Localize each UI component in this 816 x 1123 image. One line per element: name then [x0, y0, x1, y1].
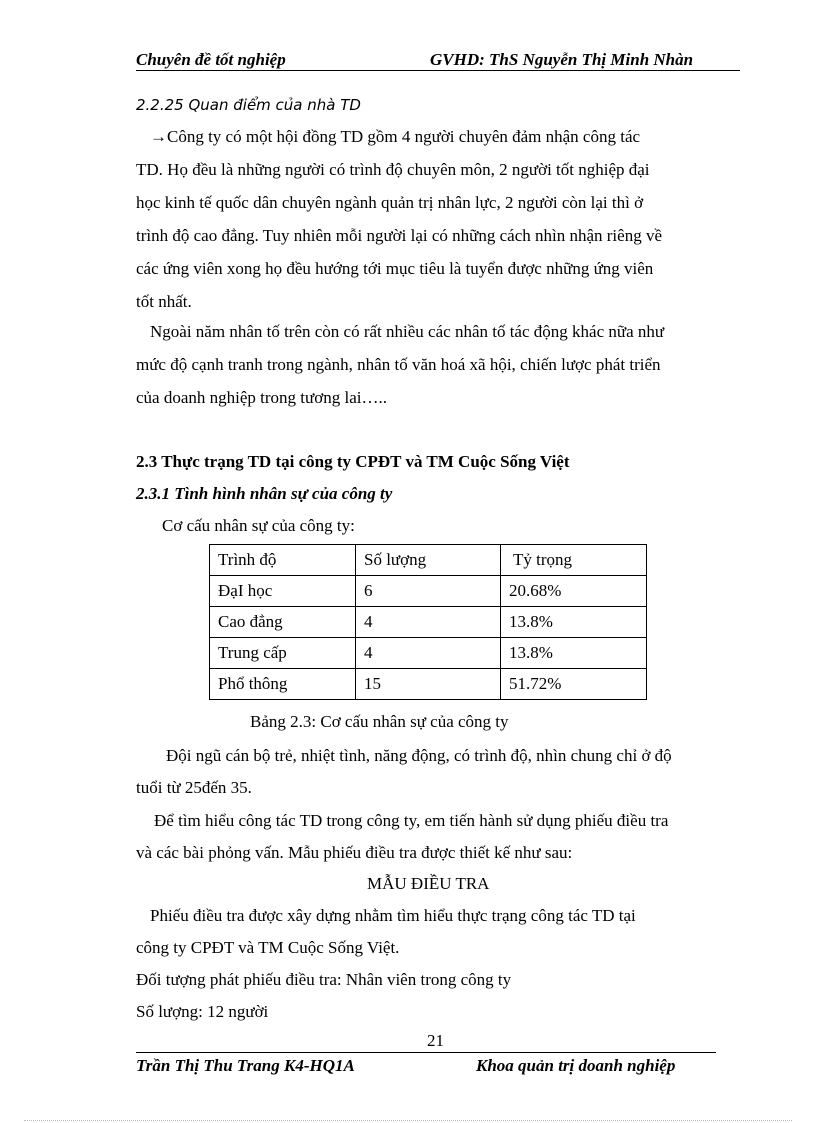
para1-line-1: →Công ty có một hội đồng TD gồm 4 người chuyên đảm nhận công tác: [150, 127, 641, 146]
section-225-title: 2.2.25 Quan điểm của nhà TD: [136, 96, 361, 114]
table-row: [210, 576, 647, 607]
table-cell: 13.8%: [501, 638, 647, 669]
survey-count: Số lượng: 12 người: [136, 1002, 269, 1021]
para1-line-5: các ứng viên xong họ đều hướng tới mục tiêu là tuyển được những ứng viên: [136, 259, 654, 278]
section-231-title: 2.3.1 Tình hình nhân sự của công ty: [136, 484, 393, 503]
table-cell: Cao đẳng: [210, 607, 356, 638]
personnel-table: [209, 544, 647, 700]
survey-title: MẪU ĐIỀU TRA: [367, 874, 490, 893]
para5-line-2: công ty CPĐT và TM Cuộc Sống Việt.: [136, 938, 400, 957]
para3-line-2: tuổi từ 25đến 35.: [136, 778, 252, 797]
table-header-cell: Số lượng: [356, 545, 501, 576]
table-header-cell: Trình độ: [210, 545, 356, 576]
footer-left: Trần Thị Thu Trang K4-HQ1A: [136, 1056, 355, 1075]
table-cell: 4: [356, 607, 501, 638]
para2-line-3: của doanh nghiệp trong tương lai…..: [136, 388, 387, 407]
table-row: [210, 669, 647, 700]
header-rule: [136, 70, 740, 71]
para4-line-2: và các bài phỏng vấn. Mẫu phiếu điều tra được thiết kế như sau:: [136, 843, 573, 862]
para4-line-1: Để tìm hiểu công tác TD trong công ty, em tiến hành sử dụng phiếu điều tra: [154, 811, 669, 830]
table-row: [210, 638, 647, 669]
table-cell: 4: [356, 638, 501, 669]
table-header-cell: Tỷ trọng: [501, 545, 647, 576]
para2-line-2: mức độ cạnh tranh trong ngành, nhân tố văn hoá xã hội, chiến lược phát triển: [136, 355, 661, 374]
header-right: GVHD: ThS Nguyễn Thị Minh Nhàn: [430, 50, 694, 69]
table-intro: Cơ cấu nhân sự của công ty:: [162, 516, 355, 535]
para1-line-3: học kinh tế quốc dân chuyên ngành quản trị nhân lực, 2 người còn lại thì ở: [136, 193, 644, 212]
table-caption: Bảng 2.3: Cơ cấu nhân sự của công ty: [250, 712, 509, 731]
table-row: [210, 607, 647, 638]
para1-line-2: TD. Họ đều là những người có trình độ chuyên môn, 2 người tốt nghiệp đại: [136, 160, 650, 179]
para1-line-6: tốt nhất.: [136, 292, 192, 311]
table-cell: Phổ thông: [210, 669, 356, 700]
table-cell: 51.72%: [501, 669, 647, 700]
survey-target: Đối tượng phát phiếu điều tra: Nhân viên trong công ty: [136, 970, 512, 989]
page-number: 21: [427, 1031, 444, 1050]
para1-line-4: trình độ cao đẳng. Tuy nhiên mỗi người lại có những cách nhìn nhận riêng về: [136, 226, 662, 245]
para2-line-1: Ngoài năm nhân tố trên còn có rất nhiều các nhân tố tác động khác nữa như: [150, 322, 665, 341]
table-cell: 20.68%: [501, 576, 647, 607]
page-bottom-divider: [24, 1120, 792, 1121]
footer-right: Khoa quản trị doanh nghiệp: [476, 1056, 676, 1075]
table-cell: ĐạI học: [210, 576, 356, 607]
table-cell: 15: [356, 669, 501, 700]
table-cell: 6: [356, 576, 501, 607]
table-header-row: [210, 545, 647, 576]
para3-line-1: Đội ngũ cán bộ trẻ, nhiệt tình, năng động, có trình độ, nhìn chung chỉ ở độ: [166, 746, 672, 765]
header-left: Chuyên đề tốt nghiệp: [136, 50, 286, 69]
section-23-title: 2.3 Thực trạng TD tại công ty CPĐT và TM Cuộc Sống Việt: [136, 452, 570, 471]
table-cell: 13.8%: [501, 607, 647, 638]
footer-rule: [136, 1052, 716, 1053]
table-cell: Trung cấp: [210, 638, 356, 669]
para5-line-1: Phiếu điều tra được xây dựng nhằm tìm hiểu thực trạng công tác TD tại: [150, 906, 636, 925]
